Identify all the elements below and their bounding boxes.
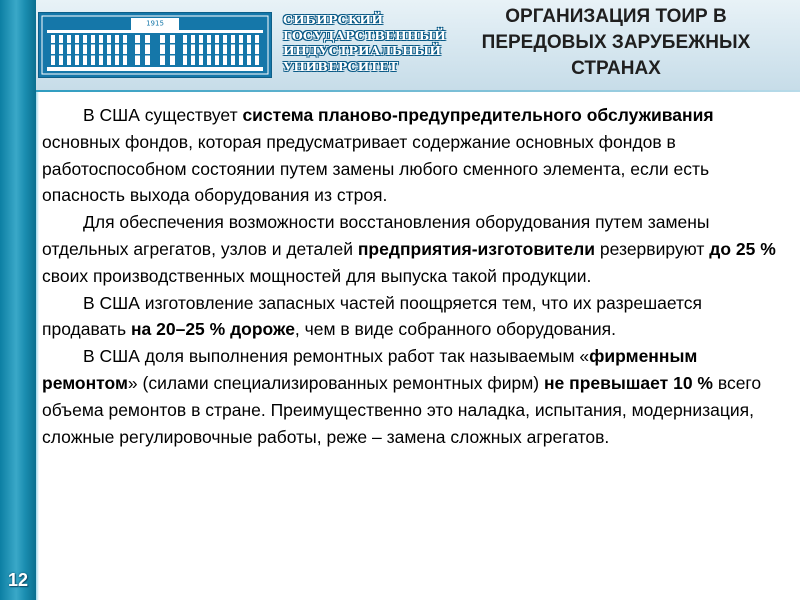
text-segment: В США изготовление запасных частей поощряется тем, что их разрешается продавать (42, 292, 703, 340)
text-segment: своих производственных мощностей для выпуска такой продукции. (42, 265, 592, 286)
paragraph (42, 102, 787, 209)
slide-body (42, 102, 787, 450)
text-segment: всего объема ремонтов в стране. Преимущественно это наладка, испытания, модернизация, сложные регулировочные работы, реже – замена сложных агрегатов. (42, 372, 762, 447)
university-name-line: ГОСУДАРСТВЕННЫЙ (283, 27, 447, 43)
slide-title-line: ОРГАНИЗАЦИЯ ТОИР В (505, 6, 727, 27)
emphasis-text: не превышает 10 % (543, 372, 713, 393)
paragraph (42, 209, 787, 289)
emblem-year: 1915 (146, 19, 164, 28)
page-number: 12 (7, 570, 29, 590)
building-icon (39, 13, 271, 77)
university-name-line: СИБИРСКИЙ (283, 12, 384, 27)
emphasis-text: фирменным ремонтом (42, 346, 698, 393)
emphasis-text: система планово-предупредительного обслуживания (242, 105, 714, 125)
slide-title-line: ПЕРЕДОВЫХ ЗАРУБЕЖНЫХ (481, 32, 751, 53)
emphasis-text: до 25 % (709, 238, 776, 259)
text-segment: В США доля выполнения ремонтных работ так называемым « (83, 346, 590, 367)
university-emblem (38, 12, 272, 78)
university-name-line: ИНДУСТРИАЛЬНЫЙ (283, 43, 442, 58)
left-accent-stripe (0, 0, 36, 600)
slide-title-line: СТРАНАХ (571, 58, 661, 79)
text-segment: резервируют (595, 238, 710, 259)
paragraph (42, 343, 787, 450)
text-segment: В США существует (83, 105, 243, 125)
emphasis-text: предприятия-изготовители (357, 238, 596, 259)
university-name (283, 12, 447, 74)
paragraph (42, 290, 787, 344)
text-segment: » (силами специализированных ремонтных фирм) (127, 372, 544, 393)
slide-title (440, 4, 792, 82)
text-segment: основных фондов, которая предусматривает содержание основных фондов в работоспособном состоянии путем замены любого сменного элемента, если есть опасность выхода оборудования из строя. (42, 131, 710, 206)
text-segment: Для обеспечения возможности восстановления оборудования путем замены отдельных агрегатов, узлов и деталей (42, 212, 710, 259)
emphasis-text: на 20–25 % дороже (130, 319, 295, 340)
text-segment: , чем в виде собранного оборудования. (294, 319, 616, 340)
university-name-line: УНИВЕРСИТЕТ (283, 58, 399, 74)
